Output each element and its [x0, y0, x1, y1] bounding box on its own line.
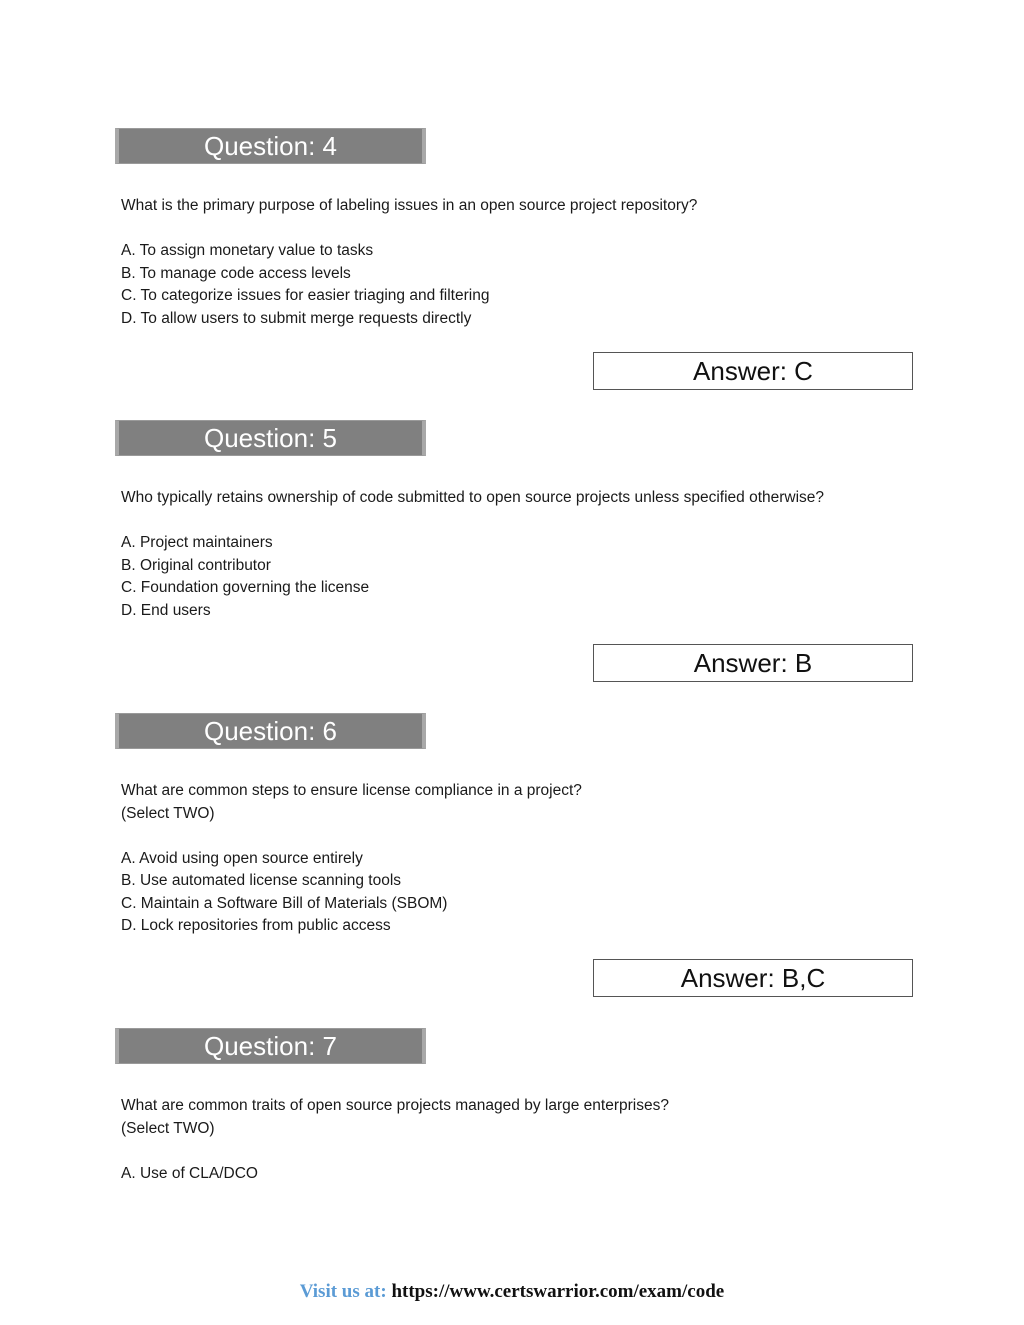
- question-6-answer: Answer: B,C: [593, 959, 913, 997]
- footer-url-link[interactable]: https://www.certswarrior.com/exam/code: [391, 1281, 725, 1302]
- question-6-header: Question: 6: [115, 713, 426, 749]
- question-7-prompt-note: (Select TWO): [121, 1119, 215, 1137]
- question-4-option-a: A. To assign monetary value to tasks: [121, 242, 374, 259]
- question-6-body: [121, 780, 921, 938]
- question-6-option-d: D. Lock repositories from public access: [121, 917, 391, 934]
- question-4-option-c: C. To categorize issues for easier triaging and filtering: [121, 287, 490, 304]
- question-5-option-b: B. Original contributor: [121, 556, 271, 574]
- question-4-prompt: What is the primary purpose of labeling issues in an open source project repository?: [121, 197, 698, 214]
- question-4-option-b: B. To manage code access levels: [121, 264, 351, 282]
- question-6-prompt: What are common steps to ensure license compliance in a project?: [121, 782, 582, 799]
- question-5-option-c: C. Foundation governing the license: [121, 579, 370, 596]
- question-6-option-b: B. Use automated license scanning tools: [121, 872, 402, 889]
- question-4-option-d: D. To allow users to submit merge requests directly: [121, 309, 472, 327]
- question-5-prompt: Who typically retains ownership of code submitted to open source projects unless specified otherwise?: [121, 489, 825, 506]
- question-6-option-c: C. Maintain a Software Bill of Materials (SBOM): [121, 894, 448, 912]
- question-7-body: [121, 1095, 921, 1185]
- question-4-body: [121, 195, 921, 330]
- question-4-header: Question: 4: [115, 128, 426, 164]
- question-7-header: Question: 7: [115, 1028, 426, 1064]
- question-6-prompt-note: (Select TWO): [121, 804, 215, 822]
- question-5-option-a: A. Project maintainers: [121, 534, 273, 551]
- question-7-option-a: A. Use of CLA/DCO: [121, 1164, 258, 1182]
- question-6-option-a: A. Avoid using open source entirely: [121, 849, 363, 867]
- page-footer: [0, 1281, 1024, 1303]
- question-5-option-d: D. End users: [121, 601, 211, 619]
- question-5-answer: Answer: B: [593, 644, 913, 682]
- footer-label: Visit us at:: [299, 1281, 387, 1302]
- question-4-answer: Answer: C: [593, 352, 913, 390]
- question-5-header: Question: 5: [115, 420, 426, 456]
- question-7-prompt: What are common traits of open source projects managed by large enterprises?: [121, 1097, 669, 1114]
- question-5-body: [121, 487, 921, 622]
